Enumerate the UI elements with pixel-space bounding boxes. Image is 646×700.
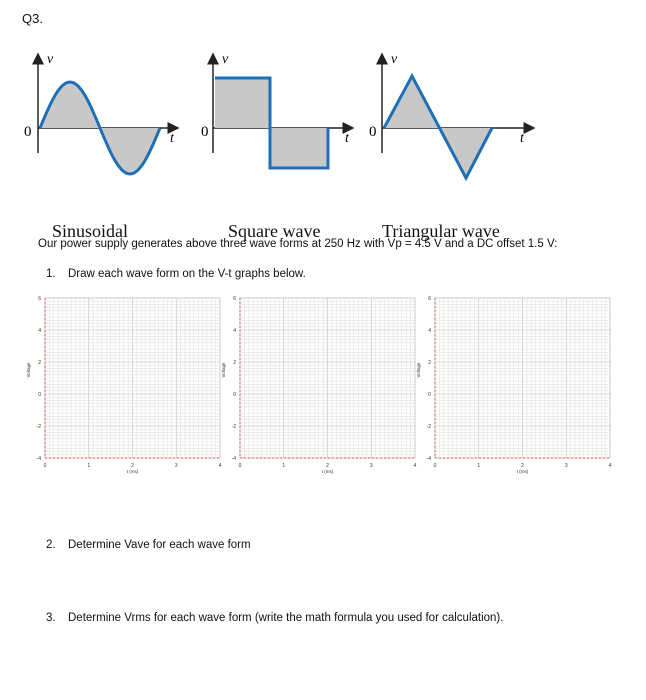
question-2-text: Determine Vave for each wave form — [68, 539, 251, 551]
graph-2-x-tick-label: 1 — [282, 463, 286, 469]
graph-1-y-tick-label: -2 — [36, 424, 41, 430]
graph-1-x-tick-label: 4 — [218, 463, 222, 469]
triangle-fill-negative — [440, 128, 492, 178]
graph-2-x-tick-label: 3 — [369, 463, 373, 469]
graph-3-y-tick-label: 2 — [428, 360, 431, 366]
waveform-figure — [20, 38, 540, 228]
square-t-label: t — [345, 131, 349, 146]
triangular-wave-plot — [369, 52, 534, 178]
square-v-label: v — [222, 52, 229, 67]
graph-3-y-tick-label: -4 — [426, 456, 431, 462]
square-fill-positive — [215, 78, 270, 128]
triangle-v-label: v — [391, 52, 398, 67]
graph-2-x-tick-label: 2 — [326, 463, 329, 469]
square-fill-negative — [270, 128, 328, 168]
square-wave-plot — [201, 52, 353, 168]
graph-3-y-tick-label: 6 — [428, 296, 431, 302]
graph-1-x-tick-label: 0 — [43, 463, 47, 469]
graph-3-x-tick-label: 3 — [564, 463, 568, 469]
graph-3-x-tick-label: 2 — [521, 463, 524, 469]
triangle-t-label: t — [520, 131, 524, 146]
graph-2-y-tick-label: -4 — [231, 456, 236, 462]
graph-3-x-tick-label: 0 — [433, 463, 437, 469]
caption-square-wave: Square wave — [228, 221, 321, 241]
graph-1-x-axis-label: t (ms) — [126, 469, 139, 474]
graph-1-y-tick-label: 4 — [38, 328, 41, 334]
graph-3-y-tick-label: 4 — [428, 328, 431, 334]
triangle-fill-positive — [384, 76, 440, 128]
caption-sinusoidal: Sinusoidal — [52, 221, 129, 241]
graph-2-x-tick-label: 4 — [413, 463, 417, 469]
graph-2-y-tick-label: -2 — [231, 424, 236, 430]
graph-1-y-tick-label: 6 — [38, 296, 41, 302]
sinusoidal-v-label: v — [47, 52, 54, 67]
square-origin-label: 0 — [201, 124, 209, 140]
question-1-text: Draw each wave form on the V-t graphs below. — [68, 268, 306, 280]
vt-graphs-svg — [25, 292, 625, 492]
graph-3-x-axis-label: t (ms) — [516, 469, 529, 474]
question-3-number: 3. — [46, 612, 56, 624]
graph-1-x-tick-label: 2 — [131, 463, 134, 469]
graph-2-y-tick-label: 0 — [233, 392, 236, 398]
vt-graphs — [25, 292, 625, 492]
sinusoidal-t-label: t — [170, 131, 174, 146]
question-3 — [46, 612, 503, 624]
graph-2-y-tick-label: 4 — [233, 328, 236, 334]
graph-3-x-tick-label: 1 — [477, 463, 481, 469]
graph-1-y-tick-label: -4 — [36, 456, 41, 462]
caption-triangular-wave: Triangular wave — [382, 221, 500, 241]
graph-2-x-axis-label: t (ms) — [321, 469, 334, 474]
graph-1-x-tick-label: 3 — [174, 463, 178, 469]
graph-3-y-axis-label: Voltage — [416, 362, 421, 378]
graph-1-y-axis-label: Voltage — [26, 362, 31, 378]
graph-2-y-tick-label: 2 — [233, 360, 236, 366]
question-2 — [46, 539, 251, 551]
graph-1-x-tick-label: 1 — [87, 463, 91, 469]
question-2-number: 2. — [46, 539, 56, 551]
graph-2-y-tick-label: 6 — [233, 296, 236, 302]
problem-statement: Our power supply generates above three wave forms at 250 Hz with Vp = 4.5 V and a DC offset 1.5 V: — [38, 238, 558, 250]
graph-3-x-tick-label: 4 — [608, 463, 612, 469]
graph-2-x-tick-label: 0 — [238, 463, 242, 469]
question-1 — [46, 268, 306, 280]
question-number: Q3. — [22, 11, 43, 26]
graph-1-y-tick-label: 0 — [38, 392, 41, 398]
question-3-text: Determine Vrms for each wave form (write the math formula you used for calculation). — [68, 612, 504, 624]
question-1-number: 1. — [46, 268, 56, 280]
triangle-origin-label: 0 — [369, 124, 377, 140]
sinusoidal-plot — [24, 52, 178, 174]
graph-3-y-tick-label: -2 — [426, 424, 431, 430]
waveform-illustrations — [20, 38, 540, 241]
graph-2-y-axis-label: Voltage — [221, 362, 226, 378]
graph-1-y-tick-label: 2 — [38, 360, 41, 366]
graph-3-y-tick-label: 0 — [428, 392, 431, 398]
sinusoidal-origin-label: 0 — [24, 124, 32, 140]
